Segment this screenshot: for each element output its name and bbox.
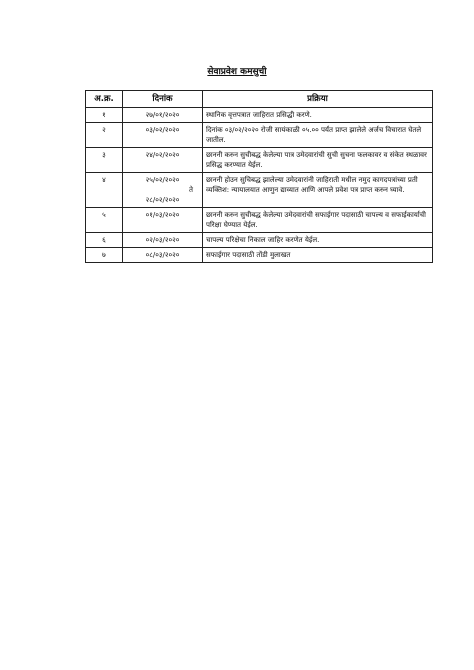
row-date-end: २८/०२/२०२० — [145, 196, 180, 204]
table-header-row — [86, 91, 433, 108]
row-process: छाननी करुन सुचीबद्ध केलेल्या उमेदवारांची सफाईगार पदासाठी चापल्य व सफाईकार्याची परिक्षा घेण्यात येईल. — [203, 208, 433, 233]
header-serial: अ.क्र. — [86, 91, 123, 108]
table-row — [86, 123, 433, 148]
row-serial: ५ — [86, 208, 123, 233]
row-serial: ३ — [86, 148, 123, 173]
row-date: २४/०२/२०२० — [123, 148, 203, 173]
row-serial: ७ — [86, 248, 123, 263]
row-date: २७/०१/२०२० — [123, 108, 203, 123]
page-title: सेवाप्रवेश कमसुची — [207, 67, 267, 77]
row-process: दिनांक ०३/०२/२०२० रोजी सायंकाळी ०५.०० पर्यंत प्राप्त झालेले अर्जच विचारात घेतले जातील. — [203, 123, 433, 148]
row-date: ०१/०३/२०२० — [123, 208, 203, 233]
row-process: चापल्य परिक्षेचा निकाल जाहिर करणेत येईल. — [203, 233, 433, 248]
row-date: ०३/०२/२०२० — [123, 123, 203, 148]
table-row — [86, 233, 433, 248]
row-serial: १ — [86, 108, 123, 123]
table-row — [86, 148, 433, 173]
row-process: छाननी करुन सुचीबद्ध केलेल्या पात्र उमेदवारांची सुची सुचना फलकावर व संकेत स्थळावर प्रसिद्ध करण्यात येईल. — [203, 148, 433, 173]
table-row — [86, 208, 433, 233]
header-process: प्रक्रिया — [203, 91, 433, 108]
row-date: ०८/०३/२०२० — [123, 248, 203, 263]
row-date-range — [123, 173, 203, 208]
table-row — [86, 108, 433, 123]
row-serial: ६ — [86, 233, 123, 248]
row-serial: ४ — [86, 173, 123, 208]
row-date-to: ते — [189, 186, 193, 194]
header-date: दिनांक — [123, 91, 203, 108]
schedule-table — [85, 90, 433, 263]
table-row — [86, 248, 433, 263]
row-date: ०२/०३/२०२० — [123, 233, 203, 248]
row-process: सफाईगार पदासाठी तोंडी मुलाखत — [203, 248, 433, 263]
row-serial: २ — [86, 123, 123, 148]
row-process: स्थानिक वृत्तपत्रात जाहिरात प्रसिद्धी करणे. — [203, 108, 433, 123]
row-process: छाननी होउन सुचिबद्ध झालेल्या उमेदवारांनी जाहिराती मधील नमुद कागदपत्रांच्या प्रती व्यक्तिश: न्यायालयात आणुन द्याव्यात आणि आपले प्रवेश पत्र प्राप्त करुन घ्यावे. — [203, 173, 433, 208]
table-row — [86, 173, 433, 208]
row-date-start: २५/०२/२०२० — [145, 176, 180, 184]
